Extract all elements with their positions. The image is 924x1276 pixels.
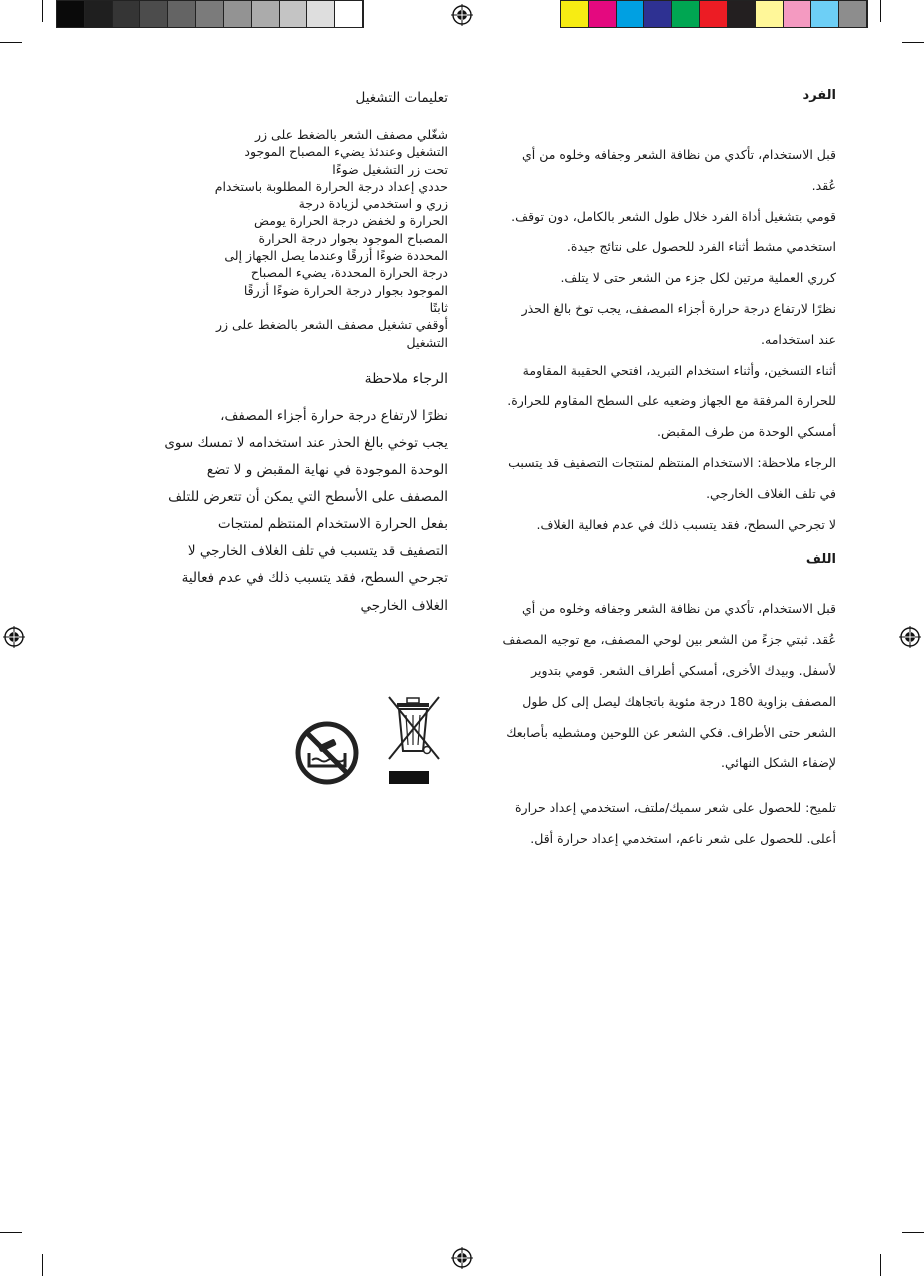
color-swatch bbox=[784, 1, 812, 27]
instruction-line: تحت زر التشغيل ضوءًا bbox=[332, 161, 448, 177]
instruction-line: الحرارة و لخفض درجة الحرارة يومض bbox=[253, 213, 448, 229]
instruction-line: أوقفي تشغيل مصفف الشعر بالضغط على زر bbox=[215, 317, 448, 333]
curling-instructions bbox=[474, 594, 836, 779]
color-swatch bbox=[57, 1, 85, 27]
text-line: استخدمي مشط أثناء الفرد للحصول على نتائج جيدة. bbox=[566, 239, 836, 255]
color-swatch bbox=[617, 1, 645, 27]
no-use-near-water-icon bbox=[294, 720, 360, 786]
color-swatch bbox=[307, 1, 335, 27]
color-swatch bbox=[811, 1, 839, 27]
text-line: كرري العملية مرتين لكل جزء من الشعر حتى لا يتلف. bbox=[560, 270, 836, 286]
note-line: نظرًا لارتفاع درجة حرارة أجزاء المصفف، bbox=[220, 407, 448, 424]
color-swatch bbox=[168, 1, 196, 27]
section-title-please-note: الرجاء ملاحظة bbox=[364, 370, 448, 387]
note-line: التصفيف قد يتسبب في تلف الغلاف الخارجي لا bbox=[187, 543, 448, 560]
color-swatch bbox=[196, 1, 224, 27]
instruction-line: المصباح الموجود بجوار درجة الحرارة bbox=[258, 230, 448, 246]
crop-mark bbox=[42, 0, 43, 22]
instruction-line: حددي إعداد درجة الحرارة المطلوبة باستخدام bbox=[214, 178, 448, 194]
please-note-text bbox=[128, 403, 448, 620]
text-line: عُقد. ثبتي جزءً من الشعر بين لوحي المصفف، مع توجيه المصفف bbox=[502, 632, 836, 648]
color-swatch bbox=[85, 1, 113, 27]
tip-line: أعلى. للحصول على شعر ناعم، استخدمي إعداد حرارة أقل. bbox=[530, 830, 836, 846]
registration-mark-icon bbox=[450, 3, 474, 27]
instruction-line: شغّلي مصفف الشعر بالضغط على زر bbox=[254, 127, 448, 142]
color-swatch bbox=[839, 1, 867, 27]
tip-line: تلميح: للحصول على شعر سميك/ملتف، استخدمي إعداد حرارة bbox=[515, 800, 836, 816]
text-line: أثناء التسخين، وأثناء استخدام التبريد، افتحي الحقيبة المقاومة bbox=[522, 362, 836, 378]
crop-mark bbox=[880, 1254, 881, 1276]
text-line: لا تجرحي السطح، فقد يتسبب ذلك في عدم فعالية الغلاف. bbox=[536, 516, 836, 532]
color-swatch bbox=[335, 1, 363, 27]
color-swatch bbox=[756, 1, 784, 27]
note-line: الوحدة الموجودة في نهاية المقبض و لا تضع bbox=[206, 462, 448, 479]
instruction-line: زري و استخدمي لزيادة درجة bbox=[298, 196, 448, 212]
section-title-curling: اللف bbox=[805, 552, 836, 568]
color-swatch bbox=[252, 1, 280, 27]
text-line: الرجاء ملاحظة: الاستخدام المنتظم لمنتجات التصفيف قد يتسبب bbox=[508, 454, 836, 470]
color-swatch bbox=[140, 1, 168, 27]
crop-mark bbox=[902, 1232, 924, 1233]
left-column bbox=[128, 88, 448, 620]
crop-mark bbox=[0, 1232, 22, 1233]
registration-mark-icon bbox=[450, 1246, 474, 1270]
color-swatch bbox=[644, 1, 672, 27]
color-swatch bbox=[280, 1, 308, 27]
color-swatch bbox=[224, 1, 252, 27]
text-line: أمسكي الوحدة من طرف المقبض. bbox=[656, 424, 836, 440]
crop-mark bbox=[902, 42, 924, 43]
straightening-instructions bbox=[474, 140, 836, 540]
instruction-line: التشغيل وعندئذ يضيء المصباح الموجود bbox=[244, 144, 448, 160]
note-line: المصفف على الأسطح التي يمكن أن تتعرض للتلف bbox=[168, 489, 448, 506]
instruction-line: التشغيل bbox=[406, 334, 448, 350]
color-swatch bbox=[728, 1, 756, 27]
crop-mark bbox=[42, 1254, 43, 1276]
note-line: يجب توخي بالغ الحذر عند استخدامه لا تمسك سوى bbox=[164, 434, 448, 451]
note-line: تجرحي السطح، فقد يتسبب ذلك في عدم فعالية bbox=[181, 570, 448, 587]
text-line: قبل الاستخدام، تأكدي من نظافة الشعر وجفافه وخلوه من أي bbox=[521, 147, 836, 162]
text-line: قومي بتشغيل أداة الفرد خلال طول الشعر بالكامل، دون توقف. bbox=[511, 208, 836, 224]
note-line: بفعل الحرارة الاستخدام المنتظم لمنتجات bbox=[217, 516, 448, 533]
registration-mark-icon bbox=[898, 625, 922, 649]
text-line: في تلف الغلاف الخارجي. bbox=[706, 485, 836, 501]
section-title-operating-instructions: تعليمات التشغيل bbox=[355, 90, 448, 106]
color-swatch bbox=[589, 1, 617, 27]
text-line: عند استخدامه. bbox=[761, 331, 836, 347]
text-line: لأسفل. وبيدك الأخرى، أمسكي أطراف الشعر. قومي بتدوير bbox=[531, 662, 836, 678]
instruction-line: الموجود بجوار درجة الحرارة ضوءًا أزرقًا bbox=[243, 282, 448, 298]
grayscale-color-bar bbox=[56, 0, 364, 28]
registration-mark-icon bbox=[2, 625, 26, 649]
text-line: قبل الاستخدام، تأكدي من نظافة الشعر وجفافه وخلوه من أي bbox=[521, 601, 836, 617]
crossed-out-wheelie-bin-icon bbox=[385, 693, 447, 787]
color-swatch bbox=[113, 1, 141, 27]
instruction-line: المحددة ضوءًا أزرقًا وعندما يصل الجهاز إلى bbox=[224, 248, 448, 264]
text-line: المصفف بزاوية 180 درجة مئوية باتجاهك ليصل إلى كل طول bbox=[522, 693, 836, 709]
section-title-straightening: الفرد bbox=[802, 88, 836, 103]
instruction-line: ثابتًا bbox=[429, 299, 448, 315]
text-line: نظرًا لارتفاع درجة حرارة أجزاء المصفف، يجب توخ بالغ الحذر bbox=[521, 300, 836, 316]
note-line: الغلاف الخارجي bbox=[360, 597, 448, 614]
right-column bbox=[474, 86, 836, 855]
crop-mark bbox=[0, 42, 22, 43]
crop-mark bbox=[880, 0, 881, 22]
text-line: للحرارة المرفقة مع الجهاز وضعيه على السطح المقاوم للحرارة. bbox=[507, 393, 836, 409]
operating-instructions bbox=[128, 126, 448, 351]
process-color-bar bbox=[560, 0, 868, 28]
instruction-line: درجة الحرارة المحددة، يضيء المصباح bbox=[250, 265, 448, 281]
text-line: لإضفاء الشكل النهائي. bbox=[721, 755, 836, 771]
color-swatch bbox=[561, 1, 589, 27]
text-line: عُقد. bbox=[811, 177, 836, 193]
tip-text bbox=[474, 793, 836, 855]
color-swatch bbox=[672, 1, 700, 27]
color-swatch bbox=[700, 1, 728, 27]
text-line: الشعر حتى الأطراف. فكي الشعر عن اللوحين ومشطيه بأصابعك bbox=[506, 724, 836, 740]
